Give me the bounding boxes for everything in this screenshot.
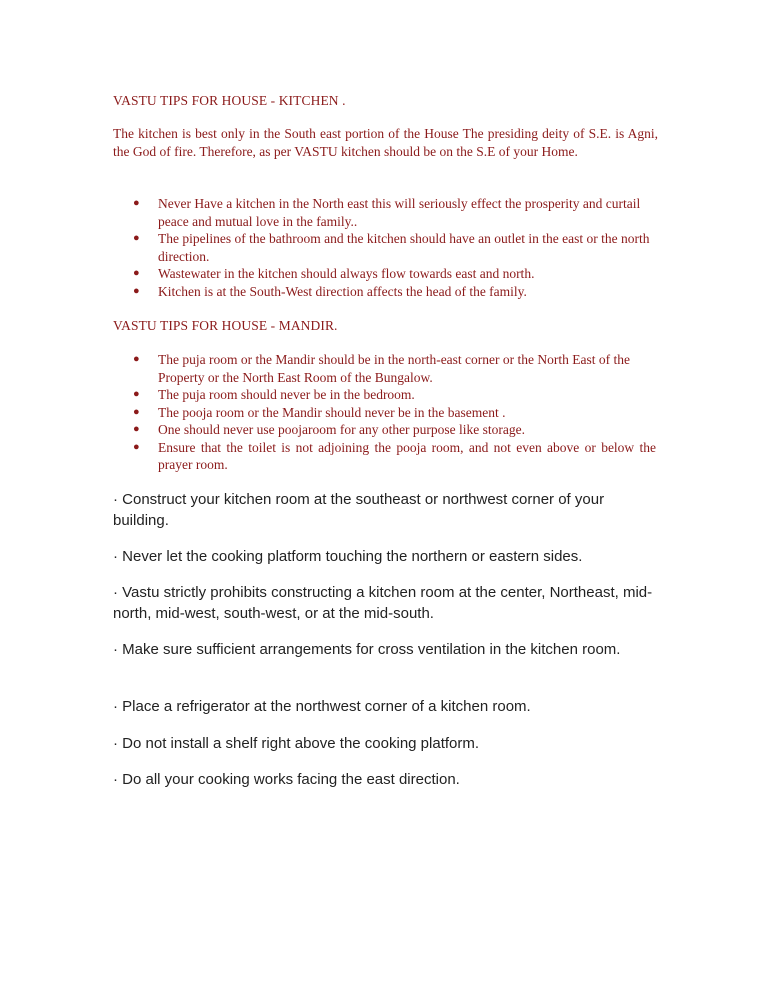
kitchen-tip-item: · Vastu strictly prohibits constructing a kitchen room at the center, Northeast, mid-north, mid-west, south-west, or at the mid-south. xyxy=(113,584,653,622)
bullet-icon: ● xyxy=(133,284,140,297)
bullet-icon: ● xyxy=(133,353,140,365)
kitchen-tip-item: · Place a refrigerator at the northwest corner of a kitchen room. xyxy=(113,698,531,715)
kitchen-tip-item: · Do all your cooking works facing the east direction. xyxy=(113,771,460,788)
bullet-icon: ● xyxy=(133,423,140,435)
list-item xyxy=(133,283,656,301)
kitchen-tip-item: · Make sure sufficient arrangements for cross ventilation in the kitchen room. xyxy=(113,641,621,658)
list-item-text: Kitchen is at the South-West direction affects the head of the family. xyxy=(158,283,527,299)
kitchen-tip-item: · Do not install a shelf right above the cooking platform. xyxy=(113,735,480,752)
bullet-icon: ● xyxy=(133,267,140,279)
list-item xyxy=(133,351,656,386)
list-item-text: The puja room or the Mandir should be in the north-east corner or the North East of the Property or the North East Room of the Bungalow. xyxy=(158,352,630,385)
bullet-icon: ● xyxy=(133,232,140,244)
mandir-bullet-list xyxy=(113,351,656,474)
kitchen-bullet-list xyxy=(113,195,656,300)
bullet-icon: ● xyxy=(133,405,140,418)
list-item-text: The pipelines of the bathroom and the kitchen should have an outlet in the east or the north direction. xyxy=(158,231,650,264)
list-item-text: The puja room should never be in the bedroom. xyxy=(158,387,415,402)
list-item xyxy=(133,404,656,422)
list-item xyxy=(133,230,656,265)
list-item xyxy=(133,439,656,474)
list-item xyxy=(133,421,656,439)
list-item xyxy=(133,386,656,404)
list-item-text: Never Have a kitchen in the North east this will seriously effect the prosperity and curtail peace and mutual love in the family.. xyxy=(158,196,641,229)
list-item xyxy=(133,195,656,230)
kitchen-section-heading: VASTU TIPS FOR HOUSE - KITCHEN . xyxy=(113,93,346,108)
list-item-text: Wastewater in the kitchen should always flow towards east and north. xyxy=(158,266,535,281)
list-item xyxy=(133,265,656,283)
list-item-text: The pooja room or the Mandir should never be in the basement . xyxy=(158,404,506,420)
kitchen-tip-item: · Construct your kitchen room at the southeast or northwest corner of your building. xyxy=(113,491,605,529)
bullet-icon: ● xyxy=(133,440,140,453)
kitchen-intro-paragraph: The kitchen is best only in the South east portion of the House The presiding deity of S.E. is Agni, the God of fire. Therefore, as per VASTU kitchen should be on the S.E of your Home. xyxy=(113,126,658,159)
bullet-icon: ● xyxy=(133,197,140,209)
list-item-text: Ensure that the toilet is not adjoining the pooja room, and not even above or below the prayer room. xyxy=(158,439,656,472)
bullet-icon: ● xyxy=(133,388,140,400)
mandir-section-heading: VASTU TIPS FOR HOUSE - MANDIR. xyxy=(113,318,338,333)
list-item-text: One should never use poojaroom for any other purpose like storage. xyxy=(158,422,526,437)
kitchen-tip-item: · Never let the cooking platform touching the northern or eastern sides. xyxy=(113,548,583,565)
